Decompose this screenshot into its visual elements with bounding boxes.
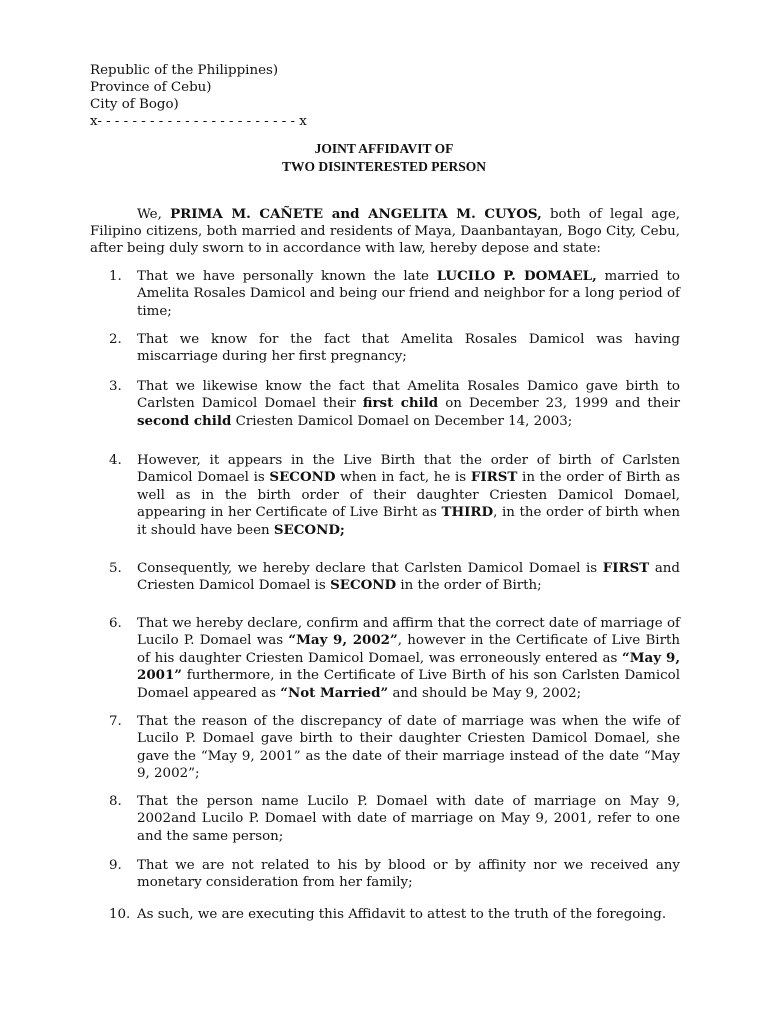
- statement-item: [109, 331, 680, 366]
- bold-phrase: “Not Married”: [280, 684, 389, 701]
- statement-number: 7.: [109, 714, 122, 729]
- text-run: in the order of Birth as well as in the birth order of their daughter Criesten Damicol Domael, appearing in her Certificate of Live Birht as: [137, 470, 681, 521]
- bold-phrase: FIRST: [602, 560, 650, 576]
- text-run: , however in the Certificate of Live Birth of his daughter Criesten Damicol Domael, was erroneously entered as: [137, 633, 680, 666]
- text-run: That the person name Lucilo P. Domael with date of marriage on May 9, 2002and Lucilo P. Domael with date of marriage on May 9, 2001, refer to one and the same person;: [137, 794, 680, 844]
- statement-number: 10.: [109, 907, 131, 922]
- text-run: That the reason of the discrepancy of date of marriage was when the wife of Lucilo P. Domael gave birth to their daughter Criesten Damicol Domael, she gave the “May 9, 2001” as the date of their marriage instead of the date “May 9, 2002”;: [137, 714, 680, 782]
- bold-phrase: FIRST: [470, 469, 518, 486]
- intro-prefix: We,: [137, 207, 171, 222]
- bold-phrase: “May 9, 2002”: [288, 632, 398, 649]
- bold-phrase: SECOND;: [273, 521, 345, 538]
- text-run: That we have personally known the late: [137, 269, 437, 284]
- statement-item: [109, 615, 680, 702]
- text-run: However, it appears in the Live Birth that the order of birth of Carlsten Damicol Domael is: [137, 453, 680, 486]
- bold-phrase: “May 9, 2001”: [137, 649, 680, 684]
- text-run: That we are not related to his by blood or by affinity nor we received any monetary consideration from her family;: [137, 858, 680, 891]
- statement-text: [137, 331, 680, 366]
- bold-phrase: LUCILO P. DOMAEL,: [436, 268, 597, 284]
- statement-number: 9.: [109, 858, 122, 873]
- statement-item: [109, 268, 680, 320]
- title-line-2: TWO DISINTERESTED PERSON: [281, 159, 487, 174]
- text-run: That we hereby declare, confirm and affirm that the correct date of marriage of Lucilo P. Domael was: [137, 616, 680, 649]
- statement-text: [137, 857, 680, 892]
- statement-text: [137, 713, 680, 783]
- venue-country: Republic of the Philippines): [90, 63, 279, 78]
- bold-phrase: second child: [137, 412, 232, 429]
- statement-text: [137, 615, 680, 702]
- statement-text: [137, 268, 680, 320]
- statement-number: 3.: [109, 379, 122, 394]
- text-run: That we know for the fact that Amelita Rosales Damicol was having miscarriage during her first pregnancy;: [137, 332, 680, 365]
- statement-item: [109, 452, 680, 539]
- statement-item: [109, 793, 680, 845]
- statement-number: 4.: [109, 453, 122, 468]
- text-run: and Criesten Damicol Domael is: [137, 561, 680, 594]
- text-run: Criesten Damicol Domael on December 14, 2003;: [231, 413, 573, 429]
- statement-text: [137, 906, 680, 923]
- text-run: furthermore, in the Certificate of Live Birth of his son Carlsten Damicol Domael appeared as: [137, 668, 680, 701]
- text-run: That we likewise know the fact that Amelita Rosales Damico gave birth to Carlsten Damicol Domael their: [137, 379, 680, 412]
- bold-phrase: first child: [362, 395, 439, 412]
- text-run: in the order of Birth;: [396, 578, 542, 594]
- text-run: on December 23, 1999 and their: [438, 396, 680, 412]
- statement-text: [137, 560, 680, 595]
- statement-number: 5.: [109, 561, 122, 576]
- statement-text: [137, 793, 680, 845]
- venue-header: [90, 62, 307, 130]
- statement-item: [109, 713, 680, 783]
- statement-number: 2.: [109, 332, 122, 347]
- text-run: Consequently, we hereby declare that Carlsten Damicol Domael is: [137, 561, 603, 576]
- statement-number: 6.: [109, 616, 122, 631]
- title-line-1: JOINT AFFIDAVIT OF: [314, 141, 454, 156]
- venue-province: Province of Cebu): [90, 80, 212, 95]
- bold-phrase: THIRD: [441, 504, 494, 521]
- venue-city: City of Bogo): [90, 97, 179, 112]
- text-run: As such, we are executing this Affidavit to attest to the truth of the foregoing.: [137, 907, 667, 922]
- text-run: married to Amelita Rosales Damicol and being our friend and neighbor for a long period of time;: [137, 269, 680, 319]
- statement-text: [137, 378, 680, 430]
- statement-item: [109, 378, 680, 430]
- document-title: [0, 140, 768, 176]
- statement-item: [109, 906, 680, 923]
- intro-paragraph: [90, 206, 680, 258]
- affiant-names: PRIMA M. CAÑETE and ANGELITA M. CUYOS,: [170, 206, 542, 222]
- statement-item: [109, 857, 680, 892]
- text-run: and should be May 9, 2002;: [388, 685, 582, 701]
- text-run: when in fact, he is: [335, 470, 471, 486]
- statement-number: 8.: [109, 794, 122, 809]
- statement-item: [109, 560, 680, 595]
- statement-number: 1.: [109, 269, 122, 284]
- bold-phrase: SECOND: [330, 577, 397, 594]
- statement-text: [137, 452, 680, 539]
- bold-phrase: SECOND: [269, 469, 336, 486]
- venue-separator: x- - - - - - - - - - - - - - - - - - - - - - - x: [90, 114, 307, 129]
- text-run: , in the order of birth when it should have been: [137, 505, 680, 538]
- intro-rest: both of legal age, Filipino citizens, both married and residents of Maya, Daanbantayan, Bogo City, Cebu, after being duly sworn to in accordance with law, hereby depose and state:: [90, 207, 681, 257]
